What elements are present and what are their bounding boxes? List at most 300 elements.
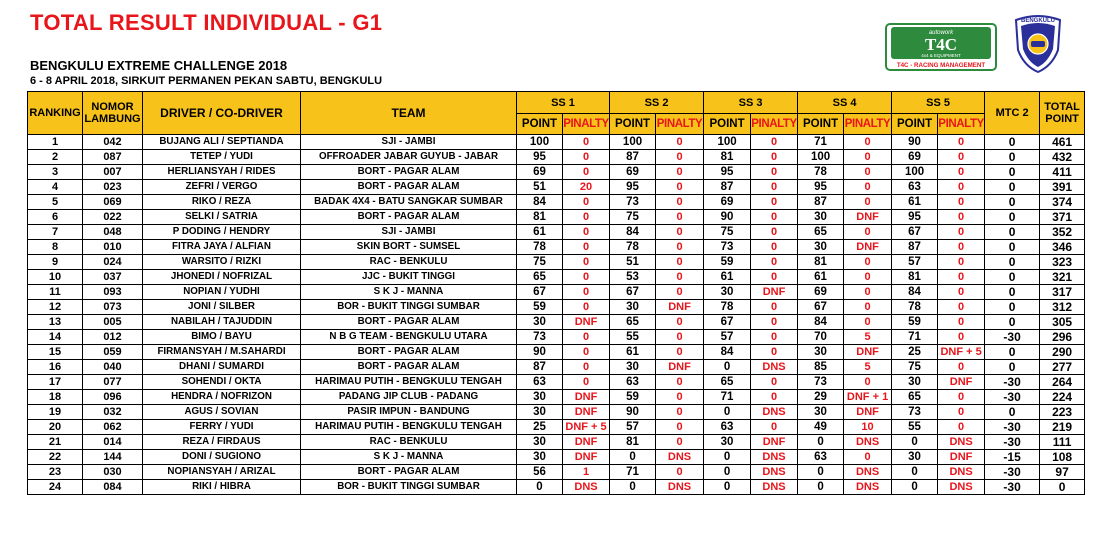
cell-ss1-point: 67 <box>517 285 563 300</box>
cell-ranking: 8 <box>28 240 83 255</box>
cell-ranking: 20 <box>28 420 83 435</box>
cell-ss3-penalty: 0 <box>751 375 798 390</box>
cell-ss3-penalty: 0 <box>751 330 798 345</box>
bengkulu-logo-top: BENGKULU <box>1021 18 1055 24</box>
cell-ss2-point: 0 <box>610 480 656 495</box>
cell-ranking: 17 <box>28 375 83 390</box>
cell-team: S K J - MANNA <box>301 285 517 300</box>
cell-mtc2: 0 <box>985 285 1040 300</box>
cell-ss4-point: 0 <box>798 435 844 450</box>
cell-ss4-point: 87 <box>798 195 844 210</box>
cell-ss5-penalty: DNF <box>938 450 985 465</box>
cell-ranking: 12 <box>28 300 83 315</box>
cell-total-point: 461 <box>1040 135 1085 150</box>
col-ss4: SS 4 <box>798 92 892 114</box>
cell-total-point: 312 <box>1040 300 1085 315</box>
cell-ss5-penalty: 0 <box>938 135 985 150</box>
cell-ss3-point: 61 <box>704 270 751 285</box>
table-row <box>28 480 1085 495</box>
cell-nomor-lambung: 084 <box>83 480 143 495</box>
cell-ss1-penalty: DNF <box>563 450 610 465</box>
cell-ss3-point: 57 <box>704 330 751 345</box>
table-row <box>28 150 1085 165</box>
cell-ss2-point: 100 <box>610 135 656 150</box>
cell-ss4-point: 29 <box>798 390 844 405</box>
cell-ss3-point: 75 <box>704 225 751 240</box>
cell-ss4-penalty: DNF <box>844 240 892 255</box>
cell-driver: HERLIANSYAH / RIDES <box>143 165 301 180</box>
cell-ss1-penalty: 0 <box>563 270 610 285</box>
cell-total-point: 374 <box>1040 195 1085 210</box>
cell-ss3-penalty: 0 <box>751 135 798 150</box>
cell-driver: TETEP / YUDI <box>143 150 301 165</box>
col-ss5-penalty: PINALTY <box>938 114 985 135</box>
cell-ss3-penalty: 0 <box>751 345 798 360</box>
table-row <box>28 270 1085 285</box>
cell-ss4-point: 30 <box>798 240 844 255</box>
cell-ss3-point: 0 <box>704 480 751 495</box>
cell-ss4-point: 95 <box>798 180 844 195</box>
cell-ss5-point: 63 <box>892 180 938 195</box>
cell-nomor-lambung: 069 <box>83 195 143 210</box>
cell-ss5-point: 84 <box>892 285 938 300</box>
cell-nomor-lambung: 093 <box>83 285 143 300</box>
cell-team: BOR - BUKIT TINGGI SUMBAR <box>301 300 517 315</box>
cell-total-point: 321 <box>1040 270 1085 285</box>
cell-ss5-penalty: 0 <box>938 270 985 285</box>
cell-ss1-point: 78 <box>517 240 563 255</box>
cell-ss2-point: 30 <box>610 300 656 315</box>
cell-ss3-penalty: 0 <box>751 420 798 435</box>
t4c-logo-sub: 4x4 & EQUIPMENT <box>921 53 961 58</box>
cell-ss3-penalty: DNF <box>751 435 798 450</box>
cell-ss4-point: 63 <box>798 450 844 465</box>
cell-ss5-point: 90 <box>892 135 938 150</box>
cell-total-point: 346 <box>1040 240 1085 255</box>
cell-ss5-penalty: 0 <box>938 405 985 420</box>
cell-ss5-penalty: 0 <box>938 285 985 300</box>
cell-ranking: 19 <box>28 405 83 420</box>
cell-ss1-penalty: 0 <box>563 150 610 165</box>
cell-ss1-point: 87 <box>517 360 563 375</box>
table-row <box>28 195 1085 210</box>
cell-nomor-lambung: 087 <box>83 150 143 165</box>
cell-total-point: 352 <box>1040 225 1085 240</box>
cell-ss2-point: 61 <box>610 345 656 360</box>
cell-team: N B G TEAM - BENGKULU UTARA <box>301 330 517 345</box>
cell-ss1-point: 30 <box>517 315 563 330</box>
cell-nomor-lambung: 010 <box>83 240 143 255</box>
cell-driver: JONI / SILBER <box>143 300 301 315</box>
cell-ss3-penalty: 0 <box>751 195 798 210</box>
table-row <box>28 285 1085 300</box>
cell-ss2-point: 84 <box>610 225 656 240</box>
cell-ss5-penalty: 0 <box>938 420 985 435</box>
cell-ss4-penalty: 10 <box>844 420 892 435</box>
cell-team: BORT - PAGAR ALAM <box>301 345 517 360</box>
col-driver: DRIVER / CO-DRIVER <box>143 92 301 135</box>
cell-nomor-lambung: 048 <box>83 225 143 240</box>
cell-total-point: 108 <box>1040 450 1085 465</box>
cell-nomor-lambung: 062 <box>83 420 143 435</box>
cell-nomor-lambung: 073 <box>83 300 143 315</box>
cell-driver: SOHENDI / OKTA <box>143 375 301 390</box>
col-ss5: SS 5 <box>892 92 985 114</box>
cell-total-point: 323 <box>1040 255 1085 270</box>
cell-ss5-point: 95 <box>892 210 938 225</box>
cell-ss3-point: 65 <box>704 375 751 390</box>
table-row <box>28 465 1085 480</box>
table-row <box>28 345 1085 360</box>
cell-ss4-penalty: 0 <box>844 180 892 195</box>
cell-nomor-lambung: 012 <box>83 330 143 345</box>
cell-ss4-penalty: 0 <box>844 270 892 285</box>
cell-driver: HENDRA / NOFRIZON <box>143 390 301 405</box>
cell-ss4-penalty: 0 <box>844 285 892 300</box>
cell-driver: FIRMANSYAH / M.SAHARDI <box>143 345 301 360</box>
cell-ss1-point: 65 <box>517 270 563 285</box>
col-ss3-point: POINT <box>704 114 751 135</box>
cell-ss5-point: 75 <box>892 360 938 375</box>
cell-mtc2: 0 <box>985 150 1040 165</box>
cell-nomor-lambung: 059 <box>83 345 143 360</box>
cell-ss1-point: 100 <box>517 135 563 150</box>
cell-team: BORT - PAGAR ALAM <box>301 180 517 195</box>
cell-ss4-point: 78 <box>798 165 844 180</box>
cell-ss3-penalty: 0 <box>751 225 798 240</box>
cell-ss1-point: 75 <box>517 255 563 270</box>
col-mtc2: MTC 2 <box>985 92 1040 135</box>
cell-ss1-penalty: 0 <box>563 285 610 300</box>
cell-ss2-point: 67 <box>610 285 656 300</box>
cell-mtc2: 0 <box>985 360 1040 375</box>
cell-ss2-penalty: DNS <box>656 450 704 465</box>
cell-ss1-penalty: 20 <box>563 180 610 195</box>
cell-team: BORT - PAGAR ALAM <box>301 315 517 330</box>
cell-ss2-point: 71 <box>610 465 656 480</box>
cell-total-point: 305 <box>1040 315 1085 330</box>
t4c-logo-top: autowork <box>928 30 954 36</box>
cell-ss2-penalty: 0 <box>656 135 704 150</box>
cell-ss1-penalty: DNF <box>563 435 610 450</box>
cell-mtc2: -15 <box>985 450 1040 465</box>
cell-ss2-point: 65 <box>610 315 656 330</box>
cell-ss2-penalty: 0 <box>656 255 704 270</box>
cell-driver: RIKO / REZA <box>143 195 301 210</box>
event-name: BENGKULU EXTREME CHALLENGE 2018 <box>30 58 288 73</box>
cell-ss4-penalty: DNS <box>844 480 892 495</box>
cell-ss5-penalty: 0 <box>938 315 985 330</box>
cell-ss1-point: 59 <box>517 300 563 315</box>
cell-mtc2: -30 <box>985 480 1040 495</box>
cell-ss4-penalty: 0 <box>844 195 892 210</box>
cell-team: BORT - PAGAR ALAM <box>301 210 517 225</box>
table-row <box>28 405 1085 420</box>
cell-ss5-penalty: DNS <box>938 480 985 495</box>
cell-driver: P DODING / HENDRY <box>143 225 301 240</box>
cell-ranking: 21 <box>28 435 83 450</box>
cell-driver: FERRY / YUDI <box>143 420 301 435</box>
cell-ss4-point: 70 <box>798 330 844 345</box>
cell-ss5-penalty: 0 <box>938 150 985 165</box>
cell-nomor-lambung: 007 <box>83 165 143 180</box>
cell-ranking: 22 <box>28 450 83 465</box>
cell-nomor-lambung: 024 <box>83 255 143 270</box>
bengkulu-shield-logo <box>1012 14 1064 74</box>
cell-ss4-penalty: DNF + 1 <box>844 390 892 405</box>
cell-ranking: 2 <box>28 150 83 165</box>
cell-nomor-lambung: 042 <box>83 135 143 150</box>
cell-ss4-penalty: DNS <box>844 435 892 450</box>
cell-ss1-penalty: 0 <box>563 210 610 225</box>
cell-ss3-point: 84 <box>704 345 751 360</box>
cell-mtc2: 0 <box>985 240 1040 255</box>
t4c-logo-main: T4C <box>924 35 958 54</box>
cell-ss5-penalty: 0 <box>938 180 985 195</box>
cell-ss5-point: 57 <box>892 255 938 270</box>
cell-ss2-point: 73 <box>610 195 656 210</box>
cell-ss5-point: 73 <box>892 405 938 420</box>
cell-ss2-penalty: 0 <box>656 345 704 360</box>
cell-ss3-penalty: DNS <box>751 465 798 480</box>
cell-ss5-penalty: DNF <box>938 375 985 390</box>
cell-mtc2: 0 <box>985 270 1040 285</box>
cell-ss1-penalty: 0 <box>563 300 610 315</box>
cell-ranking: 6 <box>28 210 83 225</box>
cell-ranking: 23 <box>28 465 83 480</box>
table-row <box>28 390 1085 405</box>
cell-ss4-point: 73 <box>798 375 844 390</box>
cell-ss2-penalty: 0 <box>656 315 704 330</box>
cell-total-point: 0 <box>1040 480 1085 495</box>
cell-driver: BIMO / BAYU <box>143 330 301 345</box>
cell-total-point: 97 <box>1040 465 1085 480</box>
cell-ss1-penalty: 0 <box>563 195 610 210</box>
table-row <box>28 420 1085 435</box>
cell-ss1-point: 25 <box>517 420 563 435</box>
cell-ss4-penalty: 0 <box>844 315 892 330</box>
cell-ss2-penalty: 0 <box>656 240 704 255</box>
cell-ss2-point: 53 <box>610 270 656 285</box>
cell-team: OFFROADER JABAR GUYUB - JABAR <box>301 150 517 165</box>
table-row <box>28 165 1085 180</box>
cell-ss2-point: 78 <box>610 240 656 255</box>
cell-team: S K J - MANNA <box>301 450 517 465</box>
cell-ss3-point: 30 <box>704 285 751 300</box>
t4c-logo <box>885 23 997 71</box>
cell-ss4-point: 30 <box>798 210 844 225</box>
cell-ss5-penalty: DNS <box>938 465 985 480</box>
cell-team: BOR - BUKIT TINGGI SUMBAR <box>301 480 517 495</box>
cell-ss5-point: 30 <box>892 450 938 465</box>
cell-ss3-point: 81 <box>704 150 751 165</box>
cell-ss5-penalty: 0 <box>938 165 985 180</box>
cell-ss5-penalty: 0 <box>938 195 985 210</box>
cell-ss1-penalty: 0 <box>563 375 610 390</box>
cell-ss2-penalty: 0 <box>656 375 704 390</box>
cell-ss5-point: 100 <box>892 165 938 180</box>
cell-ss1-penalty: 0 <box>563 165 610 180</box>
cell-ss5-penalty: 0 <box>938 390 985 405</box>
cell-ss5-penalty: 0 <box>938 300 985 315</box>
cell-team: PADANG JIP CLUB - PADANG <box>301 390 517 405</box>
cell-ss5-point: 65 <box>892 390 938 405</box>
cell-ss4-point: 67 <box>798 300 844 315</box>
cell-ss4-penalty: 0 <box>844 150 892 165</box>
cell-ss3-point: 63 <box>704 420 751 435</box>
cell-ss3-penalty: 0 <box>751 300 798 315</box>
cell-ss1-penalty: DNF + 5 <box>563 420 610 435</box>
cell-ss4-point: 84 <box>798 315 844 330</box>
cell-ss1-point: 30 <box>517 405 563 420</box>
t4c-logo-caption: T4C - RACING MANAGEMENT <box>896 62 986 69</box>
cell-ranking: 13 <box>28 315 83 330</box>
cell-ss5-penalty: DNS <box>938 435 985 450</box>
cell-ss4-point: 30 <box>798 405 844 420</box>
cell-ss4-penalty: DNF <box>844 345 892 360</box>
cell-ss5-point: 78 <box>892 300 938 315</box>
cell-ss4-penalty: 0 <box>844 255 892 270</box>
cell-ss4-point: 69 <box>798 285 844 300</box>
col-ss2-point: POINT <box>610 114 656 135</box>
cell-mtc2: -30 <box>985 375 1040 390</box>
cell-team: BORT - PAGAR ALAM <box>301 360 517 375</box>
cell-ss1-point: 61 <box>517 225 563 240</box>
cell-ss2-point: 90 <box>610 405 656 420</box>
cell-ss5-penalty: 0 <box>938 330 985 345</box>
cell-ranking: 16 <box>28 360 83 375</box>
cell-ss2-point: 55 <box>610 330 656 345</box>
cell-ss1-penalty: 0 <box>563 360 610 375</box>
cell-ss2-penalty: DNF <box>656 360 704 375</box>
cell-ss2-penalty: 0 <box>656 390 704 405</box>
col-ss1: SS 1 <box>517 92 610 114</box>
cell-mtc2: 0 <box>985 195 1040 210</box>
cell-ss1-penalty: DNS <box>563 480 610 495</box>
cell-total-point: 277 <box>1040 360 1085 375</box>
cell-ss2-penalty: 0 <box>656 435 704 450</box>
cell-ranking: 4 <box>28 180 83 195</box>
cell-mtc2: 0 <box>985 210 1040 225</box>
cell-ss5-point: 81 <box>892 270 938 285</box>
table-row <box>28 180 1085 195</box>
cell-ss1-penalty: 0 <box>563 330 610 345</box>
cell-team: BORT - PAGAR ALAM <box>301 465 517 480</box>
cell-nomor-lambung: 144 <box>83 450 143 465</box>
cell-ss2-penalty: 0 <box>656 285 704 300</box>
cell-total-point: 224 <box>1040 390 1085 405</box>
cell-ss4-point: 30 <box>798 345 844 360</box>
cell-nomor-lambung: 037 <box>83 270 143 285</box>
cell-ss1-point: 56 <box>517 465 563 480</box>
cell-ss3-penalty: 0 <box>751 150 798 165</box>
cell-ss2-point: 59 <box>610 390 656 405</box>
cell-ss3-point: 78 <box>704 300 751 315</box>
cell-total-point: 432 <box>1040 150 1085 165</box>
cell-nomor-lambung: 014 <box>83 435 143 450</box>
cell-ss2-penalty: 0 <box>656 225 704 240</box>
cell-ss3-point: 0 <box>704 360 751 375</box>
cell-mtc2: -30 <box>985 465 1040 480</box>
cell-ranking: 10 <box>28 270 83 285</box>
cell-ss1-point: 84 <box>517 195 563 210</box>
cell-ss5-point: 87 <box>892 240 938 255</box>
cell-ranking: 14 <box>28 330 83 345</box>
cell-mtc2: -30 <box>985 435 1040 450</box>
cell-ss5-point: 61 <box>892 195 938 210</box>
cell-ss5-penalty: 0 <box>938 255 985 270</box>
cell-ranking: 7 <box>28 225 83 240</box>
cell-ss4-penalty: 0 <box>844 375 892 390</box>
cell-ss5-point: 67 <box>892 225 938 240</box>
cell-mtc2: 0 <box>985 180 1040 195</box>
cell-ss1-penalty: 0 <box>563 240 610 255</box>
table-row <box>28 375 1085 390</box>
cell-ss3-point: 67 <box>704 315 751 330</box>
cell-ss4-point: 49 <box>798 420 844 435</box>
cell-ss1-penalty: DNF <box>563 405 610 420</box>
cell-ss4-point: 81 <box>798 255 844 270</box>
cell-ranking: 18 <box>28 390 83 405</box>
cell-ss3-point: 87 <box>704 180 751 195</box>
cell-ss4-penalty: DNS <box>844 465 892 480</box>
event-date-location: 6 - 8 APRIL 2018, SIRKUIT PERMANEN PEKAN SABTU, BENGKULU <box>30 75 383 87</box>
cell-ss2-penalty: 0 <box>656 405 704 420</box>
col-ss5-point: POINT <box>892 114 938 135</box>
cell-nomor-lambung: 032 <box>83 405 143 420</box>
table-row <box>28 210 1085 225</box>
cell-ss1-point: 30 <box>517 390 563 405</box>
cell-nomor-lambung: 096 <box>83 390 143 405</box>
col-ss2: SS 2 <box>610 92 704 114</box>
cell-driver: BUJANG ALI / SEPTIANDA <box>143 135 301 150</box>
cell-ss3-point: 0 <box>704 465 751 480</box>
cell-ss3-point: 59 <box>704 255 751 270</box>
cell-ss5-point: 69 <box>892 150 938 165</box>
col-ss2-penalty: PINALTY <box>656 114 704 135</box>
cell-ss1-point: 63 <box>517 375 563 390</box>
table-row <box>28 315 1085 330</box>
cell-ss1-point: 30 <box>517 435 563 450</box>
cell-driver: FITRA JAYA / ALFIAN <box>143 240 301 255</box>
cell-ss4-penalty: 5 <box>844 330 892 345</box>
table-row <box>28 450 1085 465</box>
cell-ss2-point: 51 <box>610 255 656 270</box>
cell-ss4-penalty: 0 <box>844 165 892 180</box>
cell-ss1-point: 81 <box>517 210 563 225</box>
cell-ss5-penalty: DNF + 5 <box>938 345 985 360</box>
cell-ss2-penalty: 0 <box>656 270 704 285</box>
cell-ranking: 1 <box>28 135 83 150</box>
cell-ss5-point: 59 <box>892 315 938 330</box>
cell-ss5-penalty: 0 <box>938 360 985 375</box>
cell-ss1-point: 73 <box>517 330 563 345</box>
cell-team: RAC - BENKULU <box>301 435 517 450</box>
cell-ss1-penalty: 1 <box>563 465 610 480</box>
cell-mtc2: 0 <box>985 300 1040 315</box>
cell-ss2-point: 75 <box>610 210 656 225</box>
cell-ss2-penalty: DNS <box>656 480 704 495</box>
cell-ss2-penalty: 0 <box>656 465 704 480</box>
cell-ss1-point: 95 <box>517 150 563 165</box>
cell-total-point: 371 <box>1040 210 1085 225</box>
cell-ss1-point: 30 <box>517 450 563 465</box>
table-row <box>28 225 1085 240</box>
cell-ss4-penalty: 0 <box>844 450 892 465</box>
cell-ss3-point: 73 <box>704 240 751 255</box>
cell-ss5-point: 55 <box>892 420 938 435</box>
cell-total-point: 317 <box>1040 285 1085 300</box>
